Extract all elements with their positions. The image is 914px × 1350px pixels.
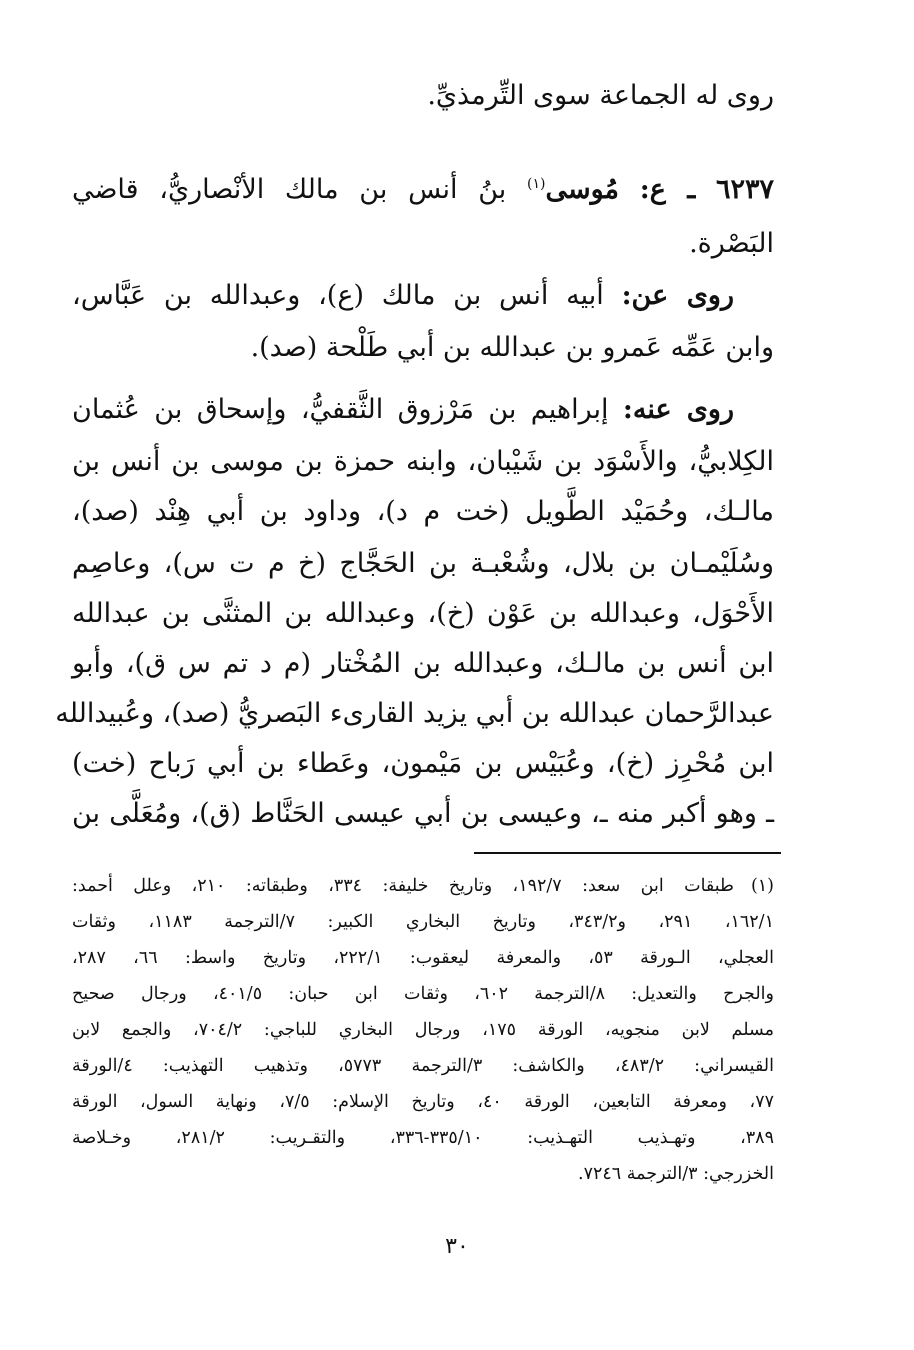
footnote-line: طبقات ابن سعد: ١٩٢/٧، وتاريخ خليفة: ٣٣٤، وطبقاته: ٢١٠، وعلل أحمد: bbox=[72, 876, 734, 896]
entry-heading-rest: بنُ أنس بن مالك الأنْصاريُّ، قاضي bbox=[72, 174, 507, 205]
footnote-line: ٣٨٩، وتهـذيب التهـذيب: ٣٣٥/١٠-٣٣٦، والتقـريب: ٢٨١/٢، وخـلاصة bbox=[72, 1128, 774, 1148]
footnote-line: ٧٧، ومعرفة التابعين، الورقة ٤٠، وتاريخ الإسلام: ٧/٥، ونهاية السول، الورقة bbox=[72, 1092, 775, 1112]
narrated-by-line: وسُلَيْمـان بن بلال، وشُعْبـة بن الحَجَّاج (خ م ت س)، وعاصِم bbox=[72, 548, 774, 579]
entry-heading bbox=[72, 172, 774, 208]
footnote-reference: (١) bbox=[527, 176, 546, 192]
footnote-line: الخزرجي: ٣/الترجمة ٧٢٤٦. bbox=[578, 1164, 774, 1184]
narrated-by-line: ـ وهو أكبر منه ـ، وعيسى بن أبي عيسى الحَنَّاط (ق)، ومُعَلَّى بن bbox=[72, 798, 774, 829]
entry-name: مُوسى bbox=[545, 174, 620, 205]
narrated-by-line: ابن أنس بن مالـك، وعبدالله بن المُخْتار (م د تم س ق)، وأبو bbox=[72, 648, 774, 679]
footnote-line: ١٦٢/١، ٢٩١، و٣٤٣/٢، وتاريخ البخاري الكبير: ٧/الترجمة ١١٨٣، وثقات bbox=[72, 912, 774, 932]
narrated-by-line: الأَحْوَل، وعبدالله بن عَوْن (خ)، وعبدالله بن المثنَّى بن عبدالله bbox=[72, 598, 774, 629]
narrated-by-line: مالـك، وحُمَيْد الطَّويل (خت م د)، وداود بن أبي هِنْد (صد)، bbox=[72, 496, 774, 527]
footnote-line: القيسراني: ٤٨٣/٢، والكاشف: ٣/الترجمة ٥٧٧٣، وتذهيب التهذيب: ٤/الورقة bbox=[72, 1056, 774, 1076]
narrated-by-label: روى عنه: bbox=[622, 394, 734, 425]
narrated-by-line: عبدالرَّحمان عبدالله بن أبي يزيد القارىء البَصريُّ (صد)، وعُبيدالله bbox=[55, 698, 774, 729]
footnote-marker: (١) bbox=[750, 876, 774, 896]
narrated-by-text: إبراهيم بن مَرْزوق الثَّقفيُّ، وإسحاق بن عُثمان bbox=[72, 394, 609, 425]
footnote-line: العجلي، الـورقة ٥٣، والمعرفة ليعقوب: ٢٢٢/١، وتاريخ واسط: ٦٦، ٢٨٧، bbox=[72, 948, 774, 968]
narrated-from-line2: وابن عَمِّه عَمرو بن عبدالله بن أبي طَلْحة (صد). bbox=[250, 332, 774, 363]
entry-heading-line2: البَصْرة. bbox=[689, 228, 774, 259]
page-number: ٣٠ bbox=[445, 1234, 469, 1259]
narrated-from-label: روى عن: bbox=[621, 280, 735, 311]
footnote-line: مسلم لابن منجويه، الورقة ١٧٥، ورجال البخاري للباجي: ٧٠٤/٢، والجمع لابن bbox=[72, 1020, 774, 1040]
narrated-by-line1 bbox=[72, 392, 734, 428]
entry-code: ـ ع: bbox=[639, 174, 696, 205]
footnote-separator bbox=[474, 852, 781, 854]
entry-number: ٦٢٣٧ bbox=[715, 174, 774, 205]
narrated-by-line: الكِلابيُّ، والأَسْوَد بن شَيْبان، وابنه حمزة بن موسى بن أنس بن bbox=[72, 446, 774, 477]
top-line: روى له الجماعة سوى التِّرمذيِّ. bbox=[427, 80, 774, 111]
footnote-line: والجرح والتعديل: ٨/الترجمة ٦٠٢، وثقات ابن حبان: ٤٠١/٥، ورجال صحيح bbox=[72, 984, 774, 1004]
narrated-from-text: أبيه أنس بن مالك (ع)، وعبدالله بن عَبَّاس، bbox=[72, 280, 604, 311]
narrated-by-line: ابن مُحْرِز (خ)، وعُبَيْس بن مَيْمون، وعَطاء بن أبي رَباح (خت) bbox=[72, 748, 774, 779]
narrated-from-line1 bbox=[72, 278, 734, 314]
